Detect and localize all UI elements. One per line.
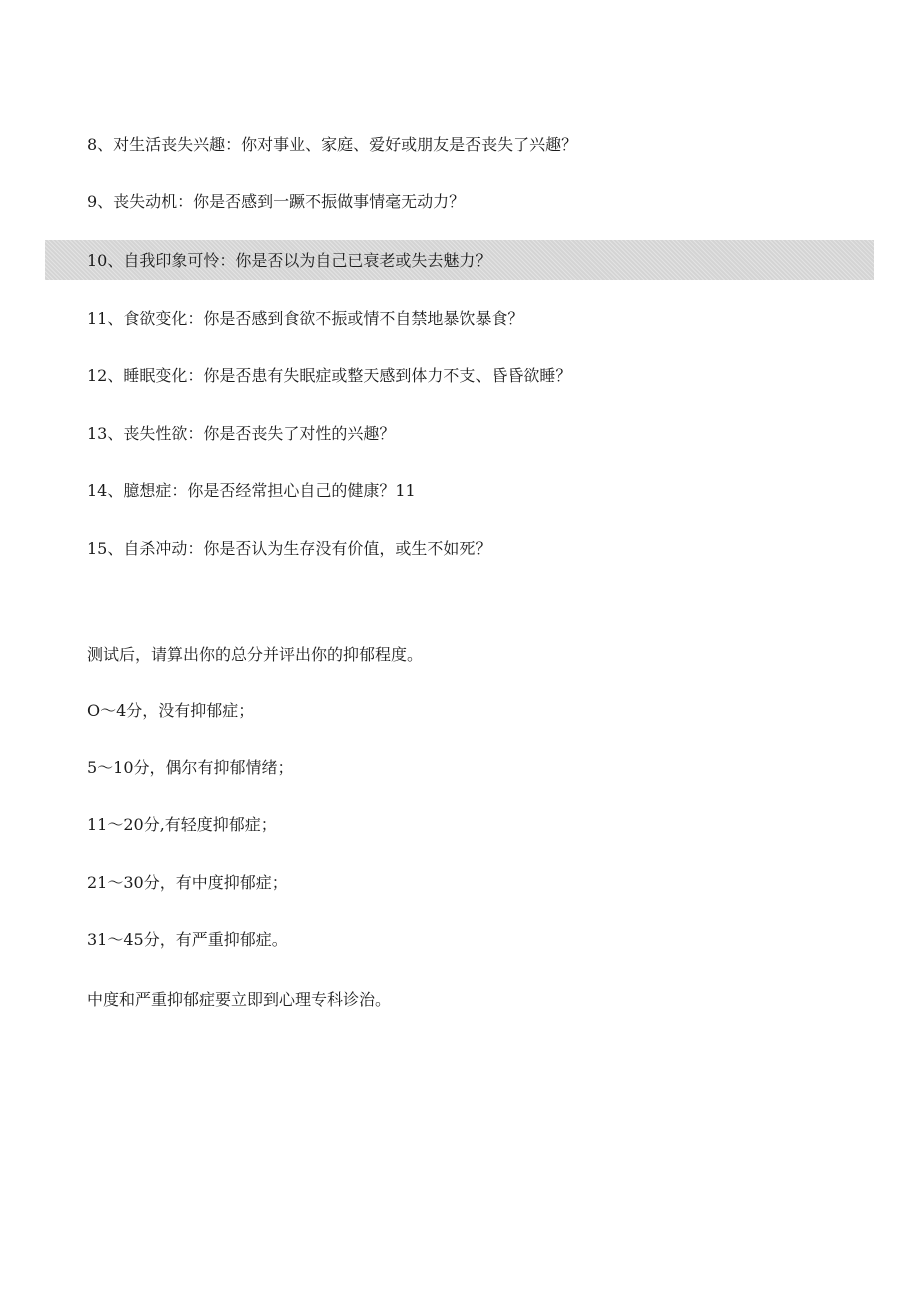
question-item: 13、丧失性欲：你是否丧失了对性的兴趣？: [87, 424, 396, 443]
question-item: 14、臆想症：你是否经常担心自己的健康？11: [87, 481, 416, 500]
question-item: 15、自杀冲动：你是否认为生存没有价值，或生不如死？: [87, 539, 492, 558]
question-item: 8、对生活丧失兴趣：你对事业、家庭、爱好或朋友是否丧失了兴趣？: [87, 135, 578, 154]
score-range-item: O～4分，没有抑郁症；: [87, 701, 255, 720]
question-item: 12、睡眠变化：你是否患有失眠症或整天感到体力不支、昏昏欲睡？: [87, 366, 572, 385]
question-item: 9、丧失动机：你是否感到一蹶不振做事情毫无动力？: [87, 192, 466, 211]
question-item-highlighted: 10、自我印象可怜：你是否以为自己已衰老或失去魅力？: [87, 251, 492, 270]
score-range-item: 5～10分，偶尔有抑郁情绪；: [87, 758, 294, 777]
score-range-item: 11～20分,有轻度抑郁症；: [87, 815, 277, 834]
score-range-item: 31～45分，有严重抑郁症。: [87, 930, 288, 949]
score-range-item: 21～30分，有中度抑郁症；: [87, 873, 288, 892]
advice-text: 中度和严重抑郁症要立即到心理专科诊治。: [87, 990, 392, 1009]
question-item: 11、食欲变化：你是否感到食欲不振或情不自禁地暴饮暴食？: [87, 309, 524, 328]
instruction-text: 测试后，请算出你的总分并评出你的抑郁程度。: [87, 645, 424, 664]
